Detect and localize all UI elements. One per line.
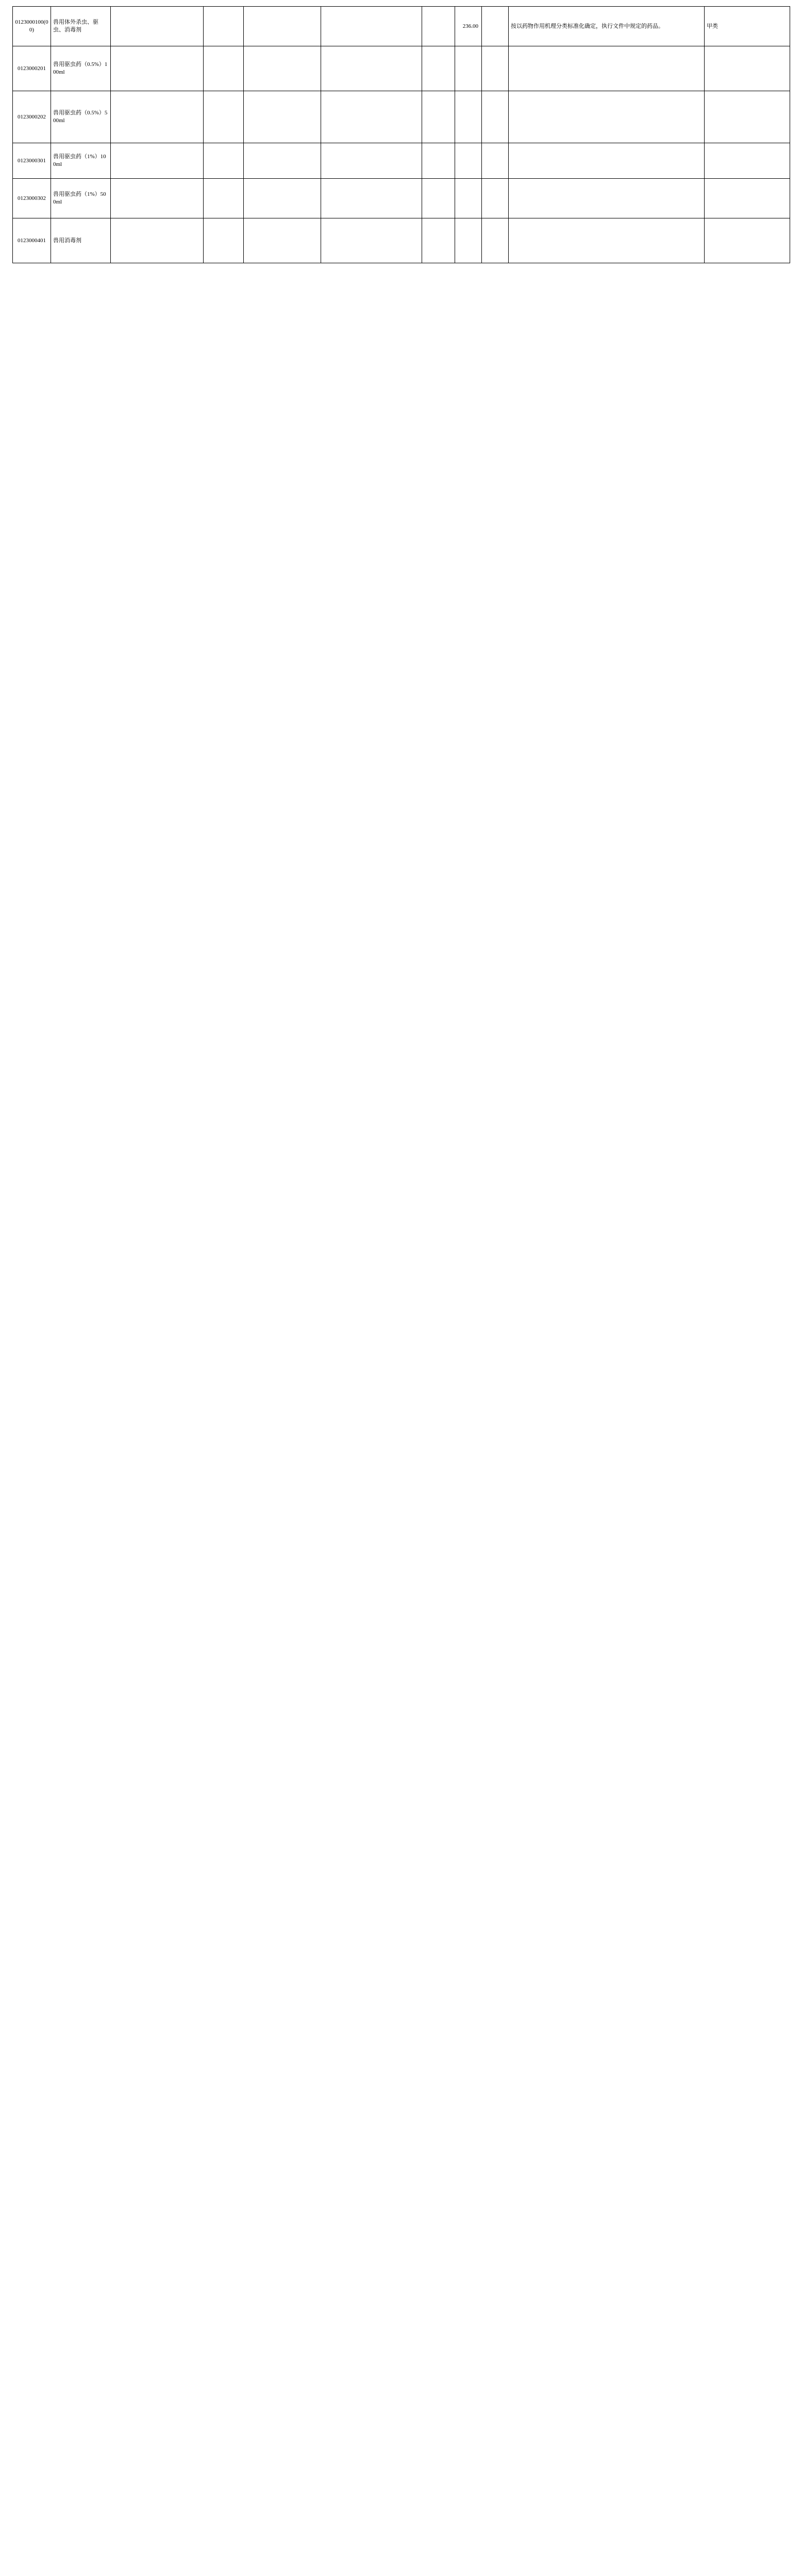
cell-price (455, 179, 482, 218)
table-row (13, 179, 790, 218)
cell-ingredient (204, 143, 244, 179)
cell-ratio (482, 91, 509, 143)
cell-code: 0123000202 (13, 91, 51, 143)
cell-spec (321, 179, 422, 218)
cell-group (111, 7, 204, 46)
cell-code: 0123000100(00) (13, 7, 51, 46)
cell-price (455, 218, 482, 263)
cell-unit (422, 218, 455, 263)
cell-spec (321, 46, 422, 91)
cell-ingredient (204, 91, 244, 143)
cell-indication (244, 179, 321, 218)
cell-group (111, 91, 204, 143)
cell-ratio (482, 179, 509, 218)
cell-indication (244, 91, 321, 143)
cell-price (455, 46, 482, 91)
cell-name: 兽用驱虫药（0.5%）100ml (51, 46, 111, 91)
cell-indication (244, 218, 321, 263)
cell-ratio (482, 143, 509, 179)
table-row (13, 218, 790, 263)
table-row (13, 91, 790, 143)
cell-name: 兽用体外杀虫、驱虫、消毒剂 (51, 7, 111, 46)
price-table (12, 6, 790, 263)
cell-name: 兽用消毒剂 (51, 218, 111, 263)
cell-code: 0123000301 (13, 143, 51, 179)
cell-indication (244, 7, 321, 46)
cell-unit (422, 143, 455, 179)
table-row (13, 46, 790, 91)
cell-group (111, 179, 204, 218)
cell-unit (422, 91, 455, 143)
cell-type: 甲类 (705, 7, 790, 46)
cell-type (705, 91, 790, 143)
cell-type (705, 218, 790, 263)
cell-spec (321, 218, 422, 263)
cell-unit (422, 179, 455, 218)
cell-type (705, 143, 790, 179)
cell-group (111, 46, 204, 91)
cell-code: 0123000201 (13, 46, 51, 91)
cell-usage (509, 218, 705, 263)
cell-ratio (482, 7, 509, 46)
cell-spec (321, 7, 422, 46)
cell-unit (422, 7, 455, 46)
cell-price (455, 143, 482, 179)
cell-ingredient (204, 7, 244, 46)
cell-code: 0123000401 (13, 218, 51, 263)
cell-indication (244, 143, 321, 179)
cell-indication (244, 46, 321, 91)
cell-name: 兽用驱虫药（0.5%）500ml (51, 91, 111, 143)
cell-unit (422, 46, 455, 91)
cell-ingredient (204, 179, 244, 218)
cell-spec (321, 143, 422, 179)
cell-code: 0123000302 (13, 179, 51, 218)
cell-usage (509, 91, 705, 143)
cell-type (705, 46, 790, 91)
cell-usage: 按以药物作用机理分类标准化确定，执行文件中规定的药品。 (509, 7, 705, 46)
cell-usage (509, 46, 705, 91)
cell-usage (509, 179, 705, 218)
cell-spec (321, 91, 422, 143)
table-row (13, 143, 790, 179)
cell-group (111, 143, 204, 179)
cell-group (111, 218, 204, 263)
cell-name: 兽用驱虫药（1%）100ml (51, 143, 111, 179)
cell-ingredient (204, 46, 244, 91)
cell-price: 236.00 (455, 7, 482, 46)
cell-price (455, 91, 482, 143)
cell-usage (509, 143, 705, 179)
cell-name: 兽用驱虫药（1%）500ml (51, 179, 111, 218)
document-page (12, 0, 790, 263)
cell-ingredient (204, 218, 244, 263)
cell-ratio (482, 218, 509, 263)
cell-type (705, 179, 790, 218)
table-row (13, 7, 790, 46)
cell-ratio (482, 46, 509, 91)
